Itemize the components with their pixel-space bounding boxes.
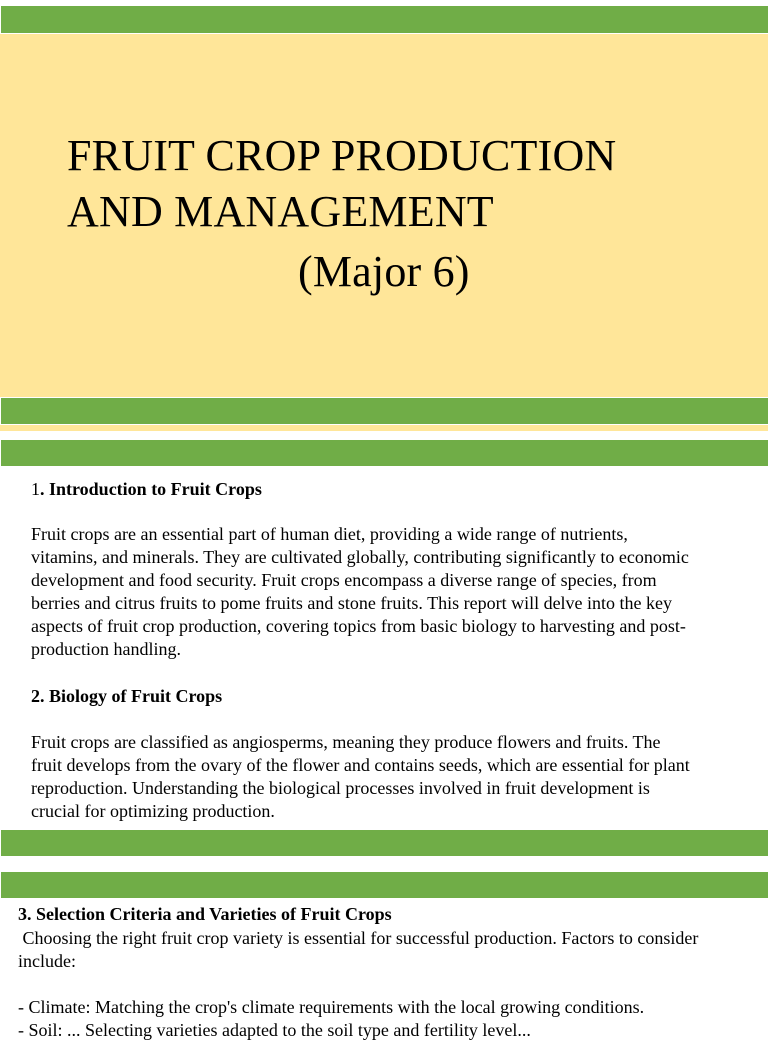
section1-line: development and food security. Fruit crops encompass a diverse range of species, from <box>31 570 657 590</box>
section2-line: reproduction. Understanding the biological processes involved in fruit development is <box>31 778 650 798</box>
section1-line: Fruit crops are an essential part of human diet, providing a wide range of nutrients, <box>31 524 628 544</box>
section1-line: production handling. <box>31 639 181 659</box>
page-separator <box>0 425 768 431</box>
title-line-1: FRUIT CROP PRODUCTION <box>67 131 617 180</box>
section1-line: berries and citrus fruits to pome fruits and stone fruits. This report will delve into the key <box>31 593 673 613</box>
title-line-2: AND MANAGEMENT <box>67 187 494 236</box>
section3-heading: 3. Selection Criteria and Varieties of Fruit Crops <box>18 904 392 924</box>
cover-bottom-green-bar <box>1 398 768 424</box>
section1-paragraph <box>31 523 689 661</box>
bullet-soil: - Soil: ... Selecting varieties adapted to the soil type and fertility level... <box>18 1020 531 1040</box>
section1-heading <box>31 478 262 501</box>
document-title <box>67 128 747 300</box>
section1-number: 1 <box>31 479 40 499</box>
title-subtitle: (Major 6) <box>298 247 470 296</box>
bullet-climate: - Climate: Matching the crop's climate requirements with the local growing conditions. <box>18 997 645 1017</box>
page2-bottom-green-bar <box>1 830 768 856</box>
section2-line: crucial for optimizing production. <box>31 801 275 821</box>
section1-line: aspects of fruit crop production, covering topics from basic biology to harvesting and post- <box>31 616 686 636</box>
section2-line: Fruit crops are classified as angiosperms, meaning they produce flowers and fruits. The <box>31 732 661 752</box>
section3-intro <box>18 927 698 973</box>
section3-intro-line: Choosing the right fruit crop variety is essential for successful production. Factors to consider <box>18 928 699 948</box>
section2-paragraph <box>31 731 690 823</box>
page3-top-green-bar <box>1 872 768 898</box>
section1-line: vitamins, and minerals. They are cultivated globally, contributing significantly to economic <box>31 547 689 567</box>
section1-heading-text: . Introduction to Fruit Crops <box>40 479 262 499</box>
section2-heading: 2. Biology of Fruit Crops <box>31 686 223 706</box>
page2-top-green-bar <box>1 440 768 466</box>
section2-line: fruit develops from the ovary of the flower and contains seeds, which are essential for plant <box>31 755 690 775</box>
section3-bullets <box>18 996 644 1042</box>
top-green-bar <box>1 6 768 33</box>
section3-intro-line: include: <box>18 951 76 971</box>
